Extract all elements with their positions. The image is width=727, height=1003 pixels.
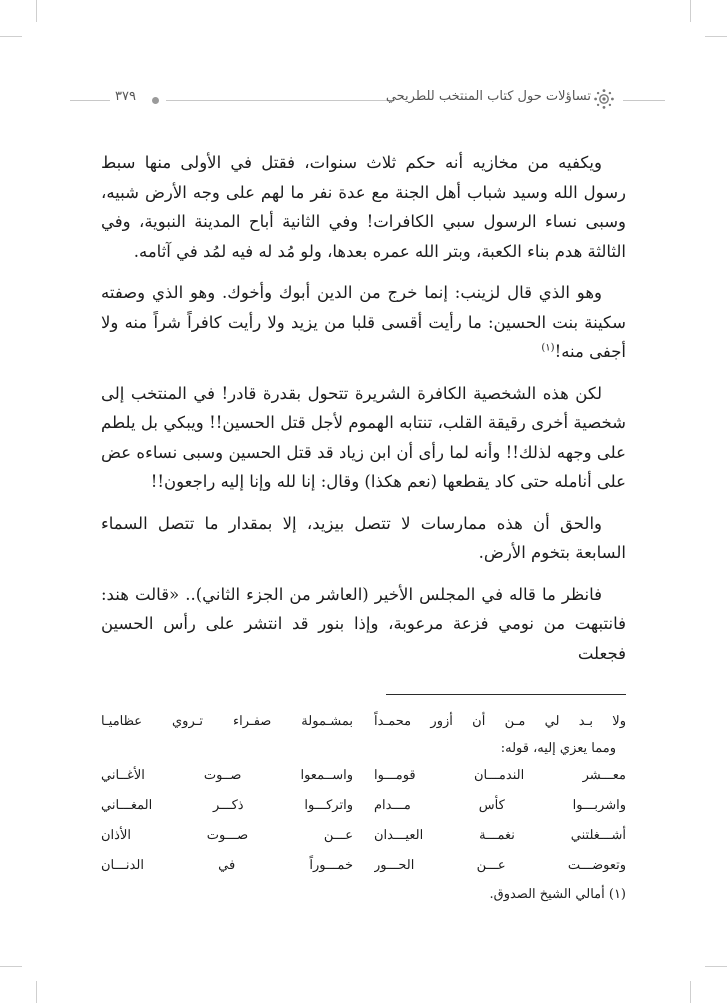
running-title: تساؤلات حول كتاب المنتخب للطريحي xyxy=(385,89,591,104)
crop-mark xyxy=(0,36,22,37)
crop-mark xyxy=(0,966,22,967)
verse-line xyxy=(101,707,626,737)
verse-first-hemistich: أشـــغلتني نغمـــة العيـــدان xyxy=(374,828,626,843)
crop-mark xyxy=(705,36,727,37)
verse-first-hemistich: وتعوضـــت عـــن الحـــور xyxy=(374,858,626,873)
ornament-icon xyxy=(593,88,615,110)
verse-first-hemistich: واشربـــوا كأس مـــدام xyxy=(374,798,626,813)
paragraph xyxy=(101,278,626,367)
paragraph: ويكفيه من مخازيه أنه حكم ثلاث سنوات، فقتل في الأولى منها سبط رسول الله وسيد شباب أهل الجنة مع عدة نفر ما لهم على وجه الأرض شبيه، وسبى نساء الرسول سبي الكافرات! وفي الثانية أباح المدينة النبوية، وفي الثالثة هدم بناء الكعبة، وبتر الله عمره بعدها، ولو مُد له فيه لمُد في آثامه. xyxy=(101,153,626,261)
verse-second-hemistich: واســمعوا صــوت الأغــاني xyxy=(101,768,353,783)
footnotes xyxy=(101,707,626,907)
header-rule xyxy=(166,100,394,101)
header-rule xyxy=(70,100,110,101)
running-header xyxy=(70,87,665,115)
crop-mark xyxy=(690,0,691,22)
paragraph: والحق أن هذه ممارسات لا تتصل بيزيد، إلا بمقدار ما تتصل السماء السابعة بتخوم الأرض. xyxy=(101,513,626,562)
crop-mark xyxy=(36,981,37,1003)
verse-line xyxy=(101,821,626,851)
header-dot xyxy=(152,97,159,104)
page-number: ٣٧٩ xyxy=(115,89,136,104)
footnote-intro: ومما يعزي إليه، قوله: xyxy=(500,741,616,756)
verse-second-hemistich: عـــن صـــوت الأذان xyxy=(101,828,353,843)
paragraph: لكن هذه الشخصية الكافرة الشريرة تتحول بقدرة قادر! في المنتخب إلى شخصية أخرى رقيقة القلب، تنتابه الهموم لأجل قتل الحسين!! ويبكي بل يلطم على وجهه لذلك!! وأنه لما رأى أن ابن زياد قد قتل الحسين وسبى نساءه عض على أنامله حتى كاد يقطعها (نعم هكذا) وقال: إنا لله وإنا إليه راجعون!! xyxy=(101,383,626,491)
crop-mark xyxy=(36,0,37,22)
footnote-reference: (١) xyxy=(541,342,555,354)
body-text xyxy=(101,148,626,680)
verse-second-hemistich: واتركـــوا ذكـــر المغـــاني xyxy=(101,798,353,813)
verse-first-hemistich: ولا بـد لي مـن أن أزور محمـداً xyxy=(374,714,626,729)
verse-second-hemistich: بمشـمولة صفـراء تـروي عظاميـا xyxy=(101,714,353,729)
verse-line xyxy=(101,761,626,791)
verse-first-hemistich: معـــشر الندمـــان قومـــوا xyxy=(374,768,626,783)
crop-mark xyxy=(705,966,727,967)
verse-second-hemistich: خمـــوراً في الدنـــان xyxy=(101,858,353,873)
header-rule xyxy=(623,100,665,101)
paragraph: فانظر ما قاله في المجلس الأخير (العاشر من الجزء الثاني).. «قالت هند: فانتبهت من نومي فزعة مرعوبة، وإذا بنور قد انتشر على رأس الحسين فجعلت xyxy=(101,584,626,663)
footnote-separator xyxy=(386,694,626,695)
verse-line xyxy=(101,851,626,881)
paragraph-text: وهو الذي قال لزينب: إنما خرج من الدين أبوك وأخوك. وهو الذي وصفته سكينة بنت الحسين: ما رأيت أقسى قلبا من يزيد ولا رأيت كافراً شراً منه ولا أجفى منه! xyxy=(101,283,626,361)
crop-mark xyxy=(690,981,691,1003)
verse-line xyxy=(101,791,626,821)
footnote-source: (١) أمالي الشيخ الصدوق. xyxy=(489,887,626,902)
